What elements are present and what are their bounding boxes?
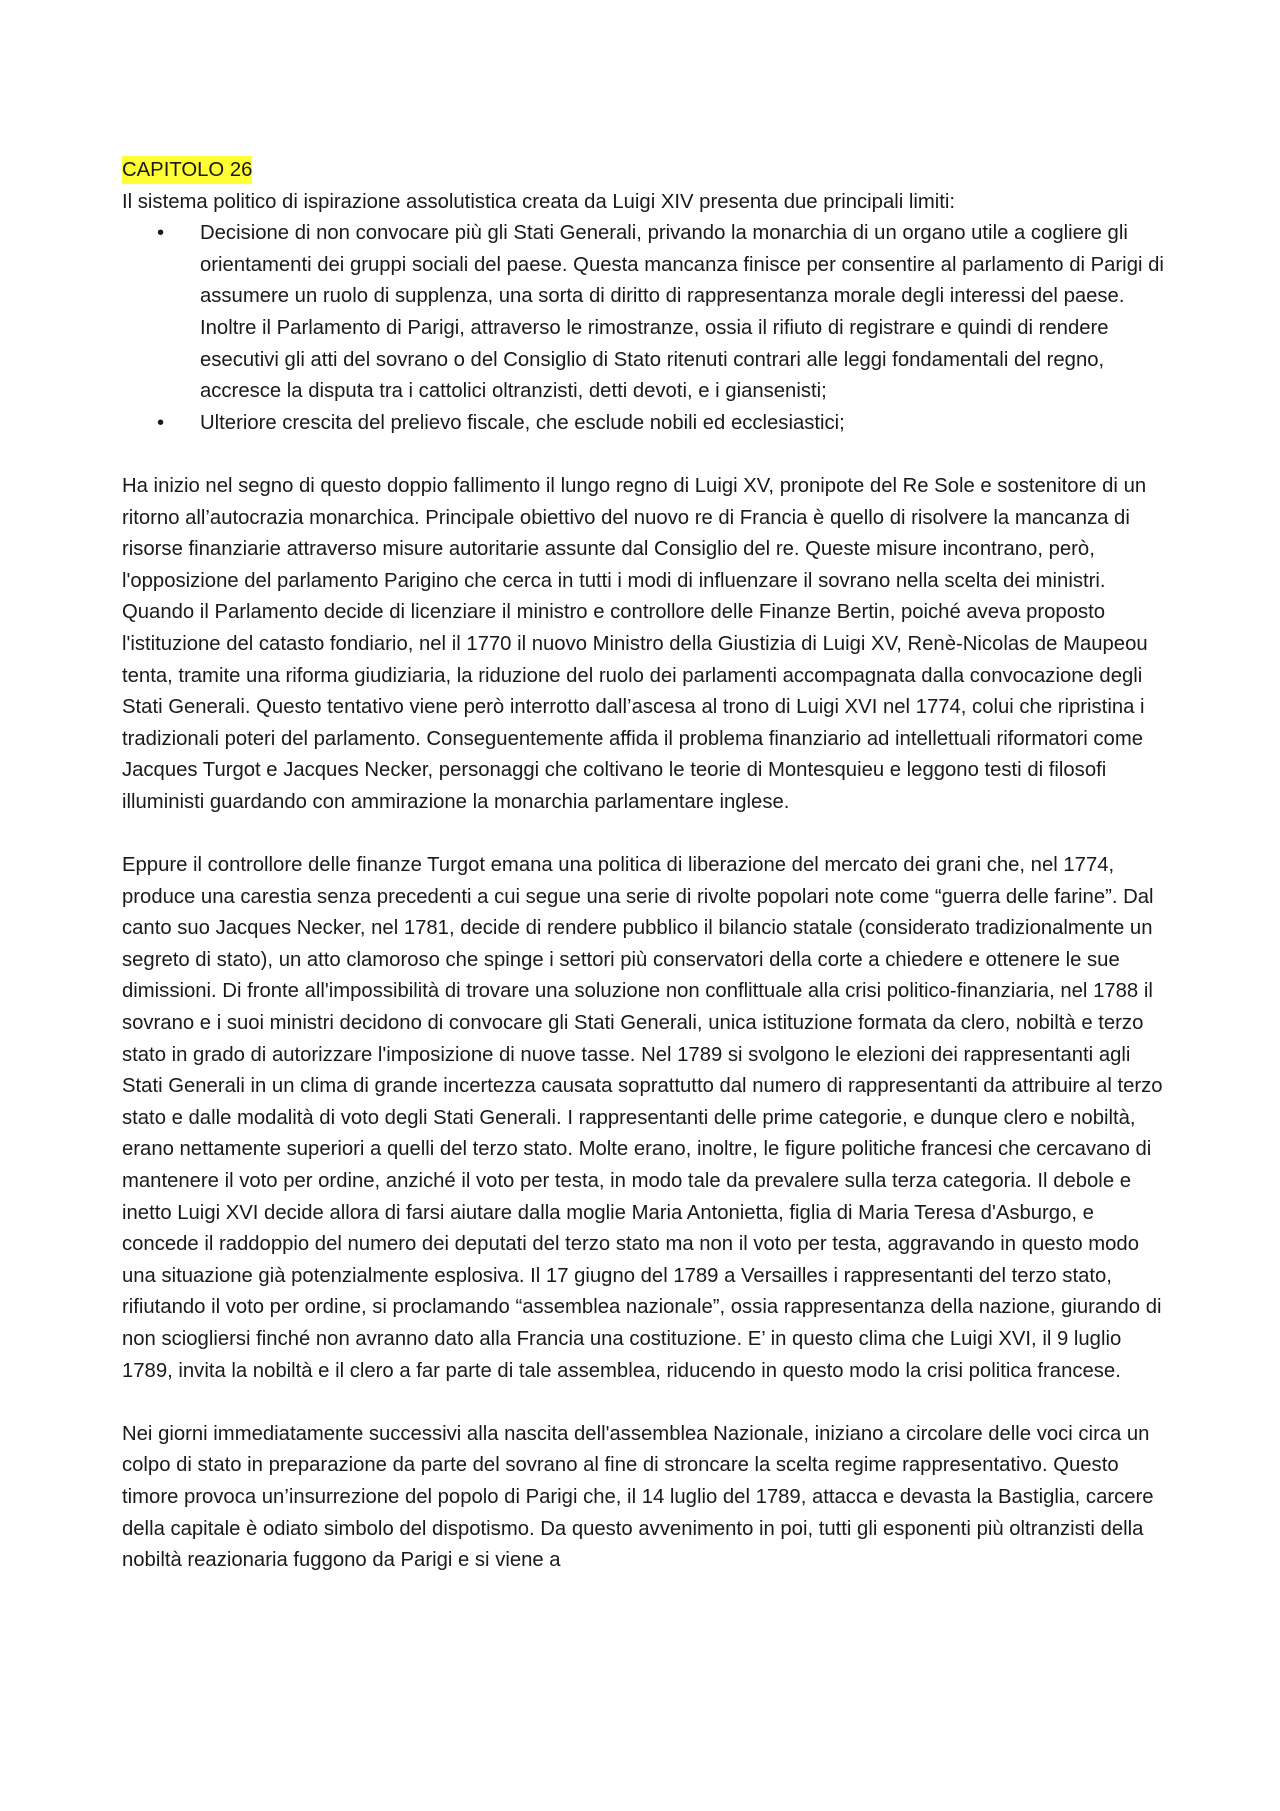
chapter-heading: CAPITOLO 26 (122, 156, 252, 184)
body-paragraph: Ha inizio nel segno di questo doppio fallimento il lungo regno di Luigi XV, pronipote del Re Sole e sostenitore di un ritorno all’autocrazia monarchica. Principale obiettivo del nuovo re di Francia è quello di risolvere la mancanza di risorse finanziarie attraverso misure autoritarie assunte dal Consiglio del re. Queste misure incontrano, però, l'opposizione del parlamento Parigino che cerca in tutti i modi di influenzare il sovrano nella scelta dei ministri. Quando il Parlamento decide di licenziare il ministro e controllore delle Finanze Bertin, poiché aveva proposto l'istituzione del catasto fondiario, nel il 1770 il nuovo Ministro della Giustizia di Luigi XV, Renè-Nicolas de Maupeou tenta, tramite una riforma giudiziaria, la riduzione del ruolo dei parlamenti accompagnata dalla convocazione degli Stati Generali. Questo tentativo viene però interrotto dall’ascesa al trono di Luigi XVI nel 1774, colui che ripristina i tradizionali poteri del parlamento. Conseguentemente affida il problema finanziario ad intellettuali riformatori come Jacques Turgot e Jacques Necker, personaggi che coltivano le teorie di Montesquieu e leggono testi di filosofi illuministi guardando con ammirazione la monarchia parlamentare inglese. (122, 474, 1148, 813)
chapter-heading-line (122, 155, 1168, 187)
paragraph-spacer (122, 1387, 1168, 1419)
document-page (122, 155, 1168, 1577)
bullet-list (122, 218, 1168, 439)
paragraph-spacer (122, 439, 1168, 471)
bullet-text: Ulteriore crescita del prelievo fiscale, che esclude nobili ed ecclesiastici; (200, 411, 845, 434)
bullet-item (157, 408, 1168, 440)
intro-paragraph: Il sistema politico di ispirazione assolutistica creata da Luigi XIV presenta due principali limiti: (122, 190, 956, 213)
bullet-text: Decisione di non convocare più gli Stati Generali, privando la monarchia di un organo utile a cogliere gli orientamenti dei gruppi sociali del paese. Questa mancanza finisce per consentire al parlamento di Parigi di assumere un ruolo di supplenza, una sorta di diritto di rappresentanza morale degli interessi del paese. Inoltre il Parlamento di Parigi, attraverso le rimostranze, ossia il rifiuto di registrare e quindi di rendere esecutivi gli atti del sovrano o del Consiglio di Stato ritenuti contrari alle leggi fondamentali del regno, accresce la disputa tra i cattolici oltranzisti, detti devoti, e i giansenisti; (200, 222, 1164, 403)
bullet-item (157, 218, 1168, 408)
bullet-icon: • (157, 222, 165, 245)
body-paragraph: Eppure il controllore delle finanze Turgot emana una politica di liberazione del mercato dei grani che, nel 1774, produce una carestia senza precedenti a cui segue una serie di rivolte popolari note come “guerra delle farine”. Dal canto suo Jacques Necker, nel 1781, decide di rendere pubblico il bilancio statale (considerato tradizionalmente un segreto di stato), un atto clamoroso che spinge i settori più conservatori della corte a chiedere e ottenere le sue dimissioni. Di fronte all'impossibilità di trovare una soluzione non conflittuale alla crisi politico-finanziaria, nel 1788 il sovrano e i suoi ministri decidono di convocare gli Stati Generali, unica istituzione formata da clero, nobiltà e terzo stato in grado di autorizzare l'imposizione di nuove tasse. Nel 1789 si svolgono le elezioni dei rappresentanti agli Stati Generali in un clima di grande incertezza causata soprattutto dal numero di rappresentanti da attribuire al terzo stato e dalle modalità di voto degli Stati Generali. I rappresentanti delle prime categorie, e dunque clero e nobiltà, erano nettamente superiori a quelli del terzo stato. Molte erano, inoltre, le figure politiche francesi che cercavano di mantenere il voto per ordine, anziché il voto per testa, in modo tale da prevalere sulla terza categoria. Il debole e inetto Luigi XVI decide allora di farsi aiutare dalla moglie Maria Antonietta, figlia di Maria Teresa d'Asburgo, e concede il raddoppio del numero dei deputati del terzo stato ma non il voto per testa, aggravando in questo modo una situazione già potenzialmente esplosiva. Il 17 giugno del 1789 a Versailles i rappresentanti del terzo stato, rifiutando il voto per ordine, si proclamando “assemblea nazionale”, ossia rappresentanza della nazione, giurando di non sciogliersi finché non avranno dato alla Francia una costituzione. E’ in questo clima che Luigi XVI, il 9 luglio 1789, invita la nobiltà e il clero a far parte di tale assemblea, riducendo in questo modo la crisi politica francese. (122, 854, 1163, 1382)
body-paragraph: Nei giorni immediatamente successivi alla nascita dell'assemblea Nazionale, iniziano a circolare delle voci circa un colpo di stato in preparazione da parte del sovrano al fine di stroncare la scelta regime rappresentativo. Questo timore provoca un’insurrezione del popolo di Parigi che, il 14 luglio del 1789, attacca e devasta la Bastiglia, carcere della capitale è odiato simbolo del dispotismo. Da questo avvenimento in poi, tutti gli esponenti più oltranzisti della nobiltà reazionaria fuggono da Parigi e si viene a (122, 1422, 1154, 1572)
paragraph-spacer (122, 818, 1168, 850)
bullet-icon: • (157, 411, 165, 434)
